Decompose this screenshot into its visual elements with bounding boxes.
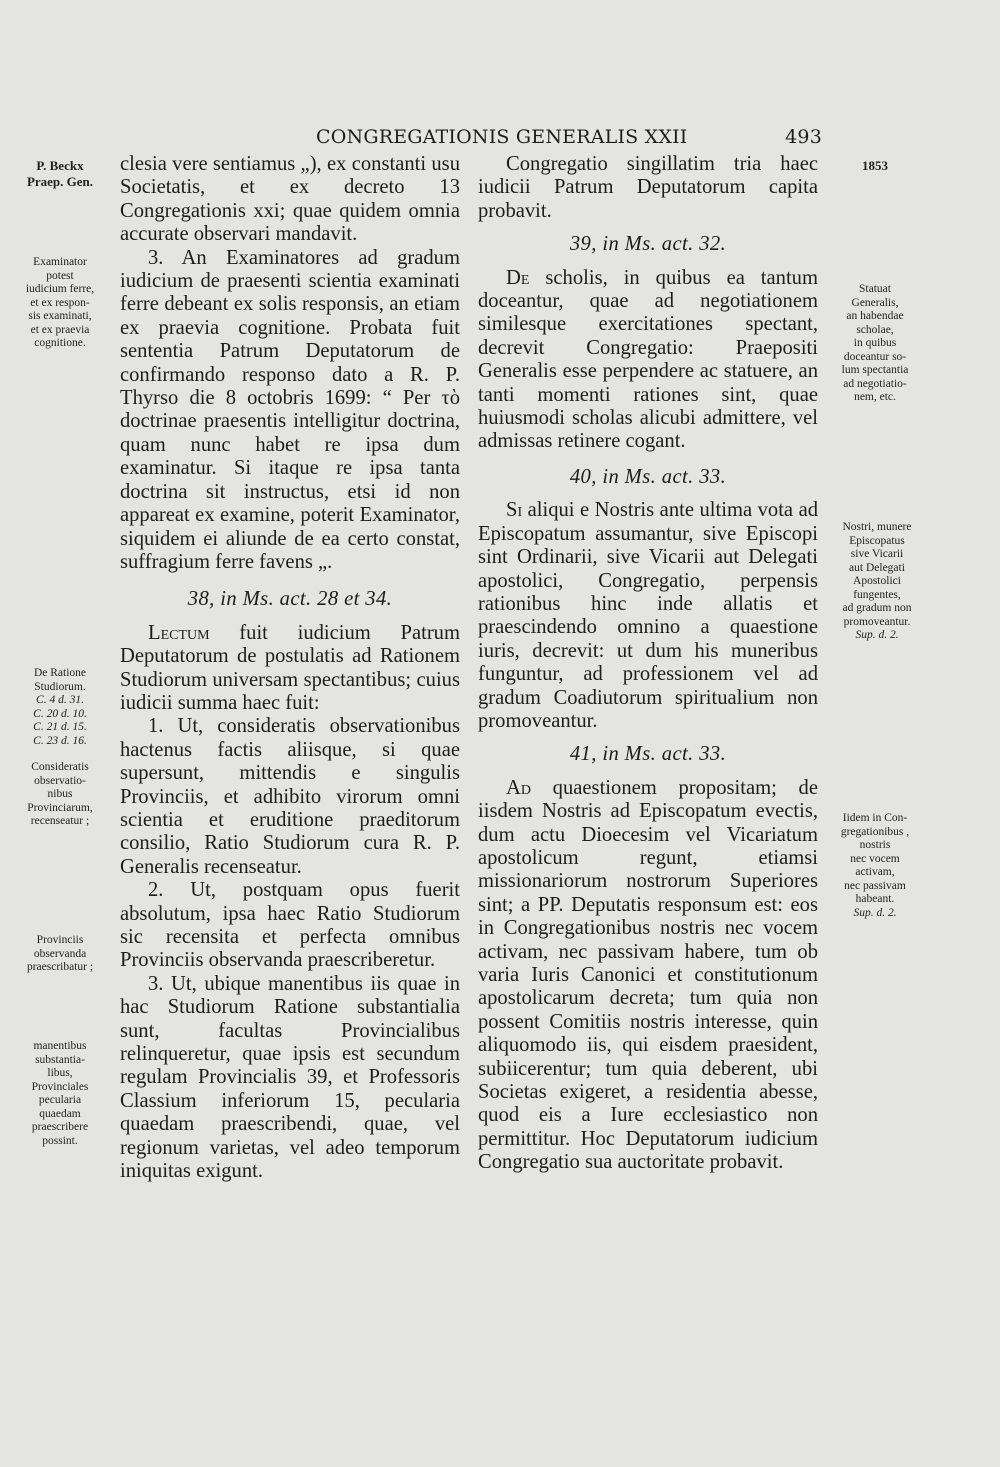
margin-line: observatio- [34, 774, 86, 787]
paragraph: clesia vere sentiamus „), ex constanti usu Societatis, et ex decreto 13 Congregationis xxi; quae quidem omnia accurate observari mandavit. [120, 153, 460, 246]
margin-line: pecularia [38, 1094, 82, 1106]
margin-line: Episcopatus [849, 534, 905, 547]
margin-note-manentibus [8, 1040, 112, 1148]
paragraph: 2. Ut, postquam opus fuerit absolutum, ipsa haec Ratio Studiorum sic recensita et perfecta omnibus Provinciis observanda praescriberetur. [120, 879, 460, 972]
margin-line: lum spectantia [841, 364, 909, 376]
margin-line: ad negotiatio- [843, 377, 907, 390]
margin-line: Nostri, munere [842, 521, 912, 533]
running-title: CONGREGATIONIS GENERALIS XXII [316, 126, 688, 148]
margin-line: sis examinati, [28, 310, 92, 322]
margin-line: scholae, [856, 323, 894, 336]
margin-line: fungentes, [853, 588, 901, 601]
margin-line: ad gradum non [842, 602, 912, 614]
margin-ref: C. 4 d. 31. [36, 694, 84, 706]
margin-line: nem, etc. [854, 391, 896, 403]
margin-note-ratione [8, 667, 112, 748]
paragraph-text: aliqui e Nostris ante ultima vota ad Episcopatum assumantur, sive Episcopi sint Ordinarii, sive Vicarii aut Delegati apostolici, Congregatio, perpensis rationibus hinc inde allatis et praescindendo omnino a quaestione iuris, decrevit: ut dum his muneribus funguntur, ad professionem vel ad gradum Coadiutorum spiritualium non promoveantur. [478, 499, 818, 732]
paragraph: 1. Ut, consideratis observationibus hactenus factis aliisque, si quae supersunt, mittendis e singulis Provinciis, et adhibito virorum omni scientia et eruditione praeditorum consilio, Ratio Studiorum cura R. P. Generalis recenseatur. [120, 715, 460, 878]
margin-line: Examinator [33, 256, 87, 268]
margin-ref: Sup. d. 2. [853, 906, 897, 919]
margin-line: cognitione. [34, 337, 86, 349]
margin-line: nibus [47, 788, 73, 800]
margin-line: Provinciales [31, 1080, 89, 1093]
paragraph: 3. An Examinatores ad gradum iudicium de praesenti scientia examinati ferre debeant ex solis responsis, an etiam ex praevia cognitione. Probata fuit sententia Patrum Deputatorum de confirmando responso dato a R. P. Thyrso die 8 octobris 1699: “ Per τὸ doctrinae praesentis intelligitur doctrina, quam nunc habet re ipsa dum examinatur. Si itaque re ipsa tanta doctrina sit instructus, etsi id non appareat ex examine, poterit Examinator, siquidem ei aliunde de ea certo constat, suffragium ferre favens „. [120, 246, 460, 573]
margin-line: possint. [42, 1134, 78, 1147]
paragraph [478, 267, 818, 454]
margin-note-provinciis [8, 934, 112, 975]
margin-ref: Sup. d. 2. [855, 629, 899, 641]
margin-line: gregationibus , [840, 825, 910, 838]
margin-ref: C. 20 d. 10. [33, 707, 87, 720]
margin-line: in quibus [853, 337, 897, 349]
margin-line: praescribatur ; [26, 961, 94, 973]
lead-word: Lectum [148, 621, 210, 644]
page-number: 493 [785, 126, 822, 148]
lead-word: Ad [506, 776, 531, 799]
margin-author-line: P. Beckx [36, 158, 84, 173]
margin-line: potest [46, 269, 74, 282]
margin-line: Provinciarum, [27, 801, 93, 814]
section-heading: 38, in Ms. act. 28 et 34. [187, 588, 393, 611]
margin-note-nostri [822, 521, 932, 643]
margin-line: habeant. [855, 893, 895, 905]
margin-line: an habendae [846, 310, 904, 322]
margin-line: Generalis, [851, 296, 899, 309]
lead-word: Si [506, 499, 523, 522]
margin-line: Iidem in Con- [842, 812, 908, 824]
margin-line: libus, [47, 1067, 73, 1079]
section-heading: 40, in Ms. act. 33. [569, 465, 727, 488]
margin-line: substantia- [35, 1053, 85, 1066]
margin-line: recenseatur ; [30, 815, 90, 827]
paragraph-text: scholis, in quibus ea tantum doceantur, quae ad negotiationem similesque exercitationes spectant, decrevit Congregatio: Praepositi Generalis esse perpendere ac statuere, an tanti momenti rationes sint, quae huiusmodi scholas alicubi admittere, vel admissas retinere cogant. [478, 266, 818, 453]
lead-word: De [506, 266, 530, 289]
margin-line: sive Vicarii [850, 548, 904, 560]
paragraph [120, 622, 460, 716]
margin-line: observanda [33, 947, 87, 960]
margin-line: nec passivam [844, 879, 906, 892]
section-heading: 39, in Ms. act. 32. [569, 233, 727, 256]
margin-note-statuat [822, 283, 928, 405]
margin-line: promoveantur. [843, 615, 911, 628]
margin-line: Provinciis [36, 934, 84, 946]
margin-note-examinator [8, 256, 112, 351]
margin-line: activam, [855, 866, 895, 878]
margin-ref: C. 23 d. 16. [33, 734, 87, 747]
margin-ref: C. 21 d. 15. [33, 721, 87, 733]
margin-line: Statuat [859, 283, 891, 295]
margin-line: Studiorum. [34, 680, 86, 693]
margin-line: doceantur so- [843, 350, 907, 363]
margin-line: manentibus [33, 1040, 87, 1052]
margin-year [830, 158, 920, 174]
margin-line: aut Delegati [849, 561, 905, 574]
margin-line: nec vocem [850, 852, 900, 865]
margin-line: praescribere [31, 1121, 89, 1133]
paragraph [478, 499, 818, 733]
margin-line: quaedam [39, 1107, 81, 1120]
margin-line: et ex respon- [30, 296, 90, 309]
margin-note-iidem [822, 812, 928, 920]
right-column [478, 153, 818, 1175]
section-heading: 41, in Ms. act. 33. [569, 743, 727, 766]
margin-line: iudicium ferre, [25, 283, 95, 295]
margin-line: nostris [859, 839, 891, 851]
margin-note-consideratis [8, 761, 112, 829]
year-label: 1853 [862, 158, 888, 173]
paragraph-text: fuit iudicium Patrum Deputatorum de postulatis ad Rationem Studiorum universam spectantibus; cuius iudicii summa haec fuit: [120, 621, 460, 714]
margin-line: Consideratis [31, 761, 89, 773]
paragraph-text: quaestionem propositam; de iisdem Nostris ad Episcopatum evectis, dum actu Dioecesim vel Vicariatum apostolicum regunt, etiamsi missionariorum nostrorum Superiores sint; a PP. Deputatis responsum est: eos in Congregationibus nostris nec vocem activam, nec passivam habere, tum ob varia Iuris Canonici et constitutionum apostolicarum decreta; tum quia non possent Comitiis nostris interesse, quin aliquomodo iis, qui eisdem praesident, subiicerentur; tum quia deberent, ubi Societas exigeret, a residentia abesse, quod eis a Iure ecclesiastico non permittitur. Hoc Deputatorum iudicium Congregatio sua auctoritate probavit. [478, 776, 818, 1174]
paragraph: 3. Ut, ubique manentibus iis quae in hac Studiorum Ratione substantialia sunt, facultas Provincialibus relinqueretur, quae ipsis est secundum regulam Provincialis 39, et Professoris Classium inferiorum 15, pecularia quaedam praescribendi, quae, vel regionum varietas, vel adeo temporum iniquitas exigunt. [120, 972, 460, 1183]
left-column [120, 153, 460, 1183]
margin-line: De Ratione [33, 667, 87, 679]
paragraph: Congregatio singillatim tria haec iudicii Patrum Deputatorum capita probavit. [478, 153, 818, 222]
margin-line: et ex praevia [30, 323, 90, 336]
margin-author [8, 158, 112, 190]
margin-line: Apostolici [853, 575, 901, 587]
margin-author-line: Praep. Gen. [26, 174, 94, 189]
paragraph [478, 777, 818, 1175]
